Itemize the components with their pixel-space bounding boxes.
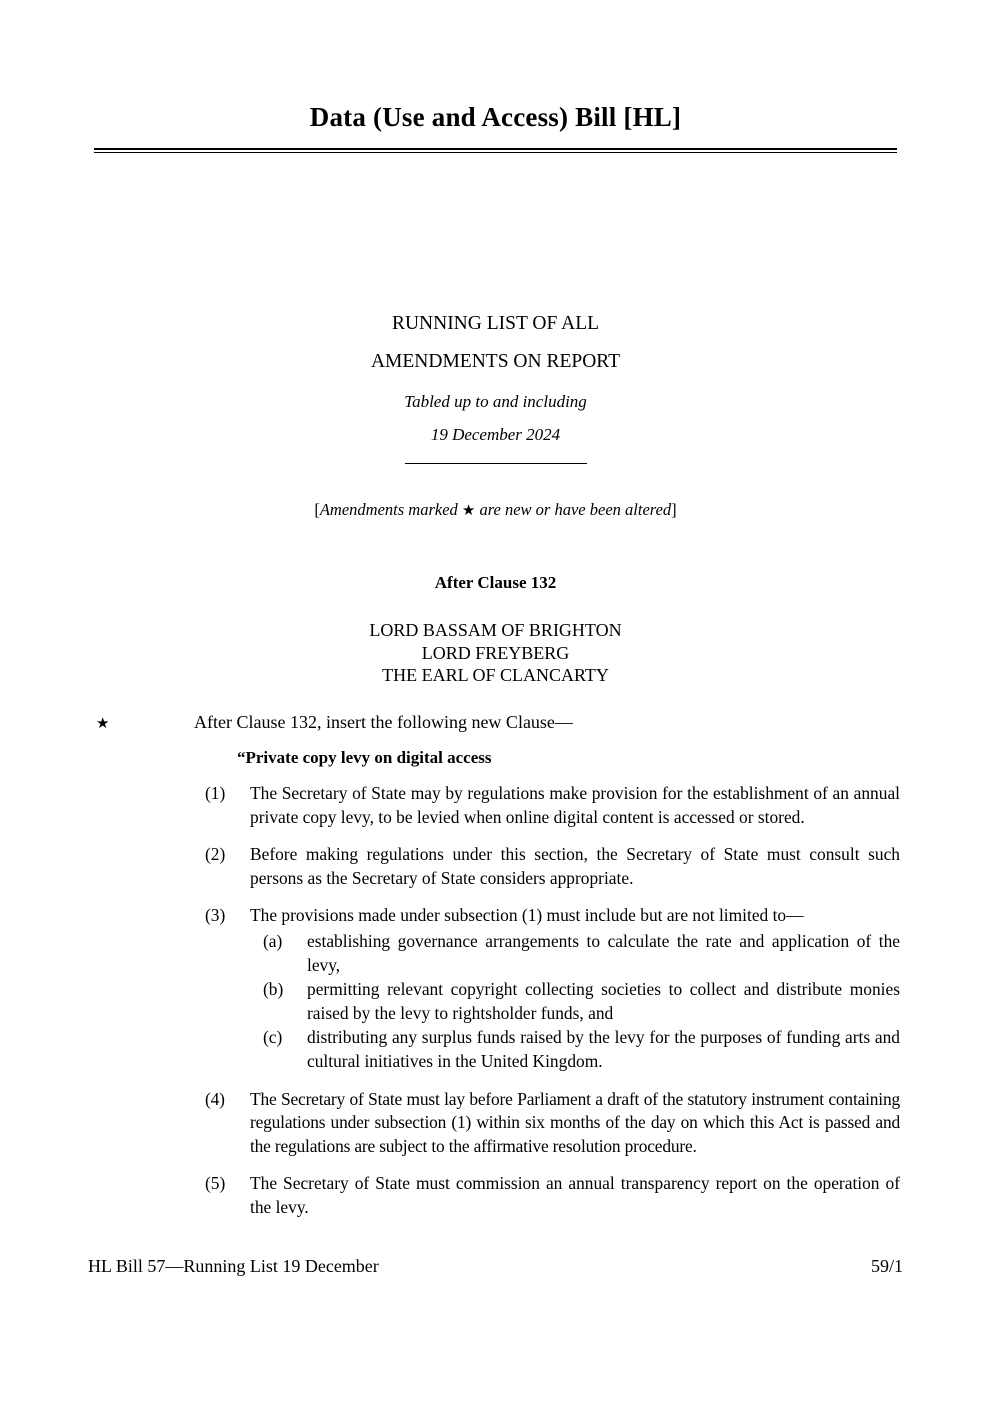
section-divider-rule	[405, 463, 587, 464]
sponsor-name: LORD FREYBERG	[421, 642, 570, 663]
subsection	[0, 782, 991, 829]
paragraph-text: distributing any surplus funds raised by the levy for the purposes of funding arts and cultural initiatives in the United Kingdom.	[307, 1027, 900, 1071]
subsection-text: The Secretary of State may by regulations make provision for the establishment of an annual private copy levy, to be levied when online digital content is accessed or stored.	[250, 783, 900, 827]
page-title: Data (Use and Access) Bill [HL]	[309, 102, 682, 132]
running-list-line-2: AMENDMENTS ON REPORT	[370, 351, 621, 372]
paragraph-letter: (b)	[263, 979, 284, 1000]
subsection	[0, 1172, 991, 1219]
new-amendment-star-icon: ★	[96, 716, 110, 732]
note-text-before: Amendments marked	[319, 500, 462, 519]
lettered-paragraph	[250, 930, 900, 977]
sponsor-name: THE EARL OF CLANCARTY	[382, 665, 609, 685]
subsection	[0, 843, 991, 890]
subsection-text: The Secretary of State must commission an annual transparency report on the operation of the levy.	[250, 1173, 900, 1217]
note-open-bracket: [	[314, 500, 320, 519]
title-double-rule	[94, 148, 897, 153]
note-close-bracket: ]	[671, 500, 677, 519]
footer-left-text: HL Bill 57—Running List 19 December	[88, 1256, 379, 1276]
subsection-number: (4)	[205, 1088, 225, 1109]
sponsor-list	[0, 619, 991, 687]
footer-page-number: 59/1	[870, 1256, 903, 1276]
running-list-line-1: RUNNING LIST OF ALL	[391, 313, 600, 334]
paragraph-text: permitting relevant copyright collecting societies to collect and distribute monies raised by the levy to rightsholder funds, and	[307, 979, 900, 1023]
tabled-block	[0, 385, 991, 451]
subsection-text: The Secretary of State must lay before Parliament a draft of the statutory instrument containing regulations under subsection (1) within six months of the day on which this Act is passed and the regulations are subject to the affirmative resolution procedure.	[250, 1088, 900, 1156]
subsection-number: (3)	[205, 905, 226, 926]
subsection-text: The provisions made under subsection (1) must include but are not limited to—	[250, 905, 804, 926]
subsection	[0, 1088, 991, 1159]
inserted-clause-title: “Private copy levy on digital access	[237, 748, 492, 767]
lettered-paragraph	[250, 1026, 900, 1073]
subsection	[0, 904, 991, 1073]
tabled-date: 19 December 2024	[430, 425, 561, 444]
paragraph-letter: (a)	[263, 930, 283, 951]
sponsor-name: LORD BASSAM OF BRIGHTON	[369, 620, 622, 640]
tabled-label: Tabled up to and including	[404, 392, 587, 411]
page-footer	[88, 1256, 903, 1277]
subsection-text: Before making regulations under this section, the Secretary of State must consult such persons as the Secretary of State considers appropriate.	[250, 844, 900, 888]
subsection-list	[0, 782, 991, 1234]
subsection-number: (2)	[205, 844, 226, 865]
paragraph-letter: (c)	[263, 1027, 283, 1048]
amendments-marked-note	[0, 500, 991, 520]
running-list-heading	[0, 305, 991, 381]
subsection-number: (5)	[205, 1173, 226, 1194]
note-text-after: are new or have been altered	[475, 500, 672, 519]
paragraph-text: establishing governance arrangements to calculate the rate and application of the levy,	[307, 930, 900, 975]
subsection-number: (1)	[205, 783, 226, 803]
clause-heading: After Clause 132	[434, 573, 557, 592]
star-icon: ★	[461, 503, 476, 519]
lettered-paragraph-list	[250, 930, 900, 1074]
lettered-paragraph	[250, 978, 900, 1025]
insert-instruction: After Clause 132, insert the following new Clause—	[194, 712, 573, 732]
